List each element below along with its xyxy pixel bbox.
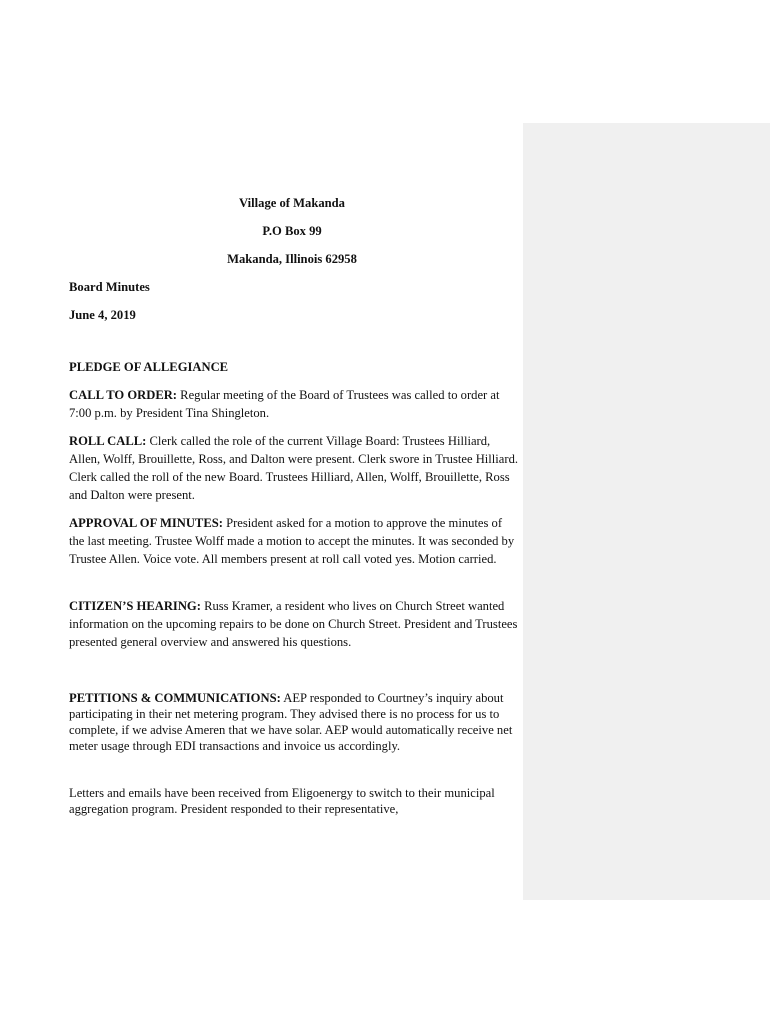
approval-of-minutes-heading: APPROVAL OF MINUTES: bbox=[69, 516, 223, 530]
petitions-paragraph bbox=[69, 690, 519, 754]
document-title: Board Minutes bbox=[69, 280, 150, 294]
roll-call-text: Clerk called the role of the current Village Board: Trustees Hilliard, Allen, Wolff, Brouillette, Ross, and Dalton were present. Clerk swore in Trustee Hilliard. Clerk called the roll of the new Board. Trustees Hilliard, Allen, Wolff, Brouillette, Ross and Dalton were present. bbox=[69, 434, 519, 502]
call-to-order-paragraph bbox=[69, 386, 519, 422]
roll-call-paragraph bbox=[69, 432, 519, 504]
letters-text: Letters and emails have been received from Eligoenergy to switch to their municipal aggregation program. President responded to their representative, bbox=[69, 786, 495, 816]
petitions-text: AEP responded to Courtney’s inquiry about participating in their net metering program. They advised there is no process for us to complete, if we advise Ameren that we have solar. AEP would automatically receive net meter usage through EDI transactions and invoice us accordingly. bbox=[69, 691, 513, 753]
roll-call-heading: ROLL CALL: bbox=[69, 434, 147, 448]
call-to-order-text: Regular meeting of the Board of Trustees was called to order at 7:00 p.m. by President Tina Shingleton. bbox=[69, 388, 500, 420]
petitions-heading: PETITIONS & COMMUNICATIONS: bbox=[69, 691, 281, 705]
meeting-date: June 4, 2019 bbox=[69, 308, 136, 322]
po-box: P.O Box 99 bbox=[262, 224, 322, 238]
approval-of-minutes-text: President asked for a motion to approve the minutes of the last meeting. Trustee Wolff made a motion to accept the minutes. It was seconded by Trustee Allen. Voice vote. All members present at roll call voted yes. Motion carried. bbox=[69, 516, 515, 566]
citizens-hearing-paragraph bbox=[69, 597, 519, 651]
comment-pane bbox=[523, 123, 770, 900]
pledge-heading: PLEDGE OF ALLEGIANCE bbox=[69, 360, 229, 374]
citizens-hearing-heading: CITIZEN’S HEARING: bbox=[69, 599, 201, 613]
letters-paragraph bbox=[69, 785, 519, 817]
approval-of-minutes-paragraph bbox=[69, 514, 519, 568]
org-name: Village of Makanda bbox=[239, 196, 345, 210]
city-state-zip: Makanda, Illinois 62958 bbox=[227, 252, 357, 266]
call-to-order-heading: CALL TO ORDER: bbox=[69, 388, 178, 402]
citizens-hearing-text: Russ Kramer, a resident who lives on Church Street wanted information on the upcoming repairs to be done on Church Street. President and Trustees presented general overview and answered his questions. bbox=[69, 599, 518, 649]
